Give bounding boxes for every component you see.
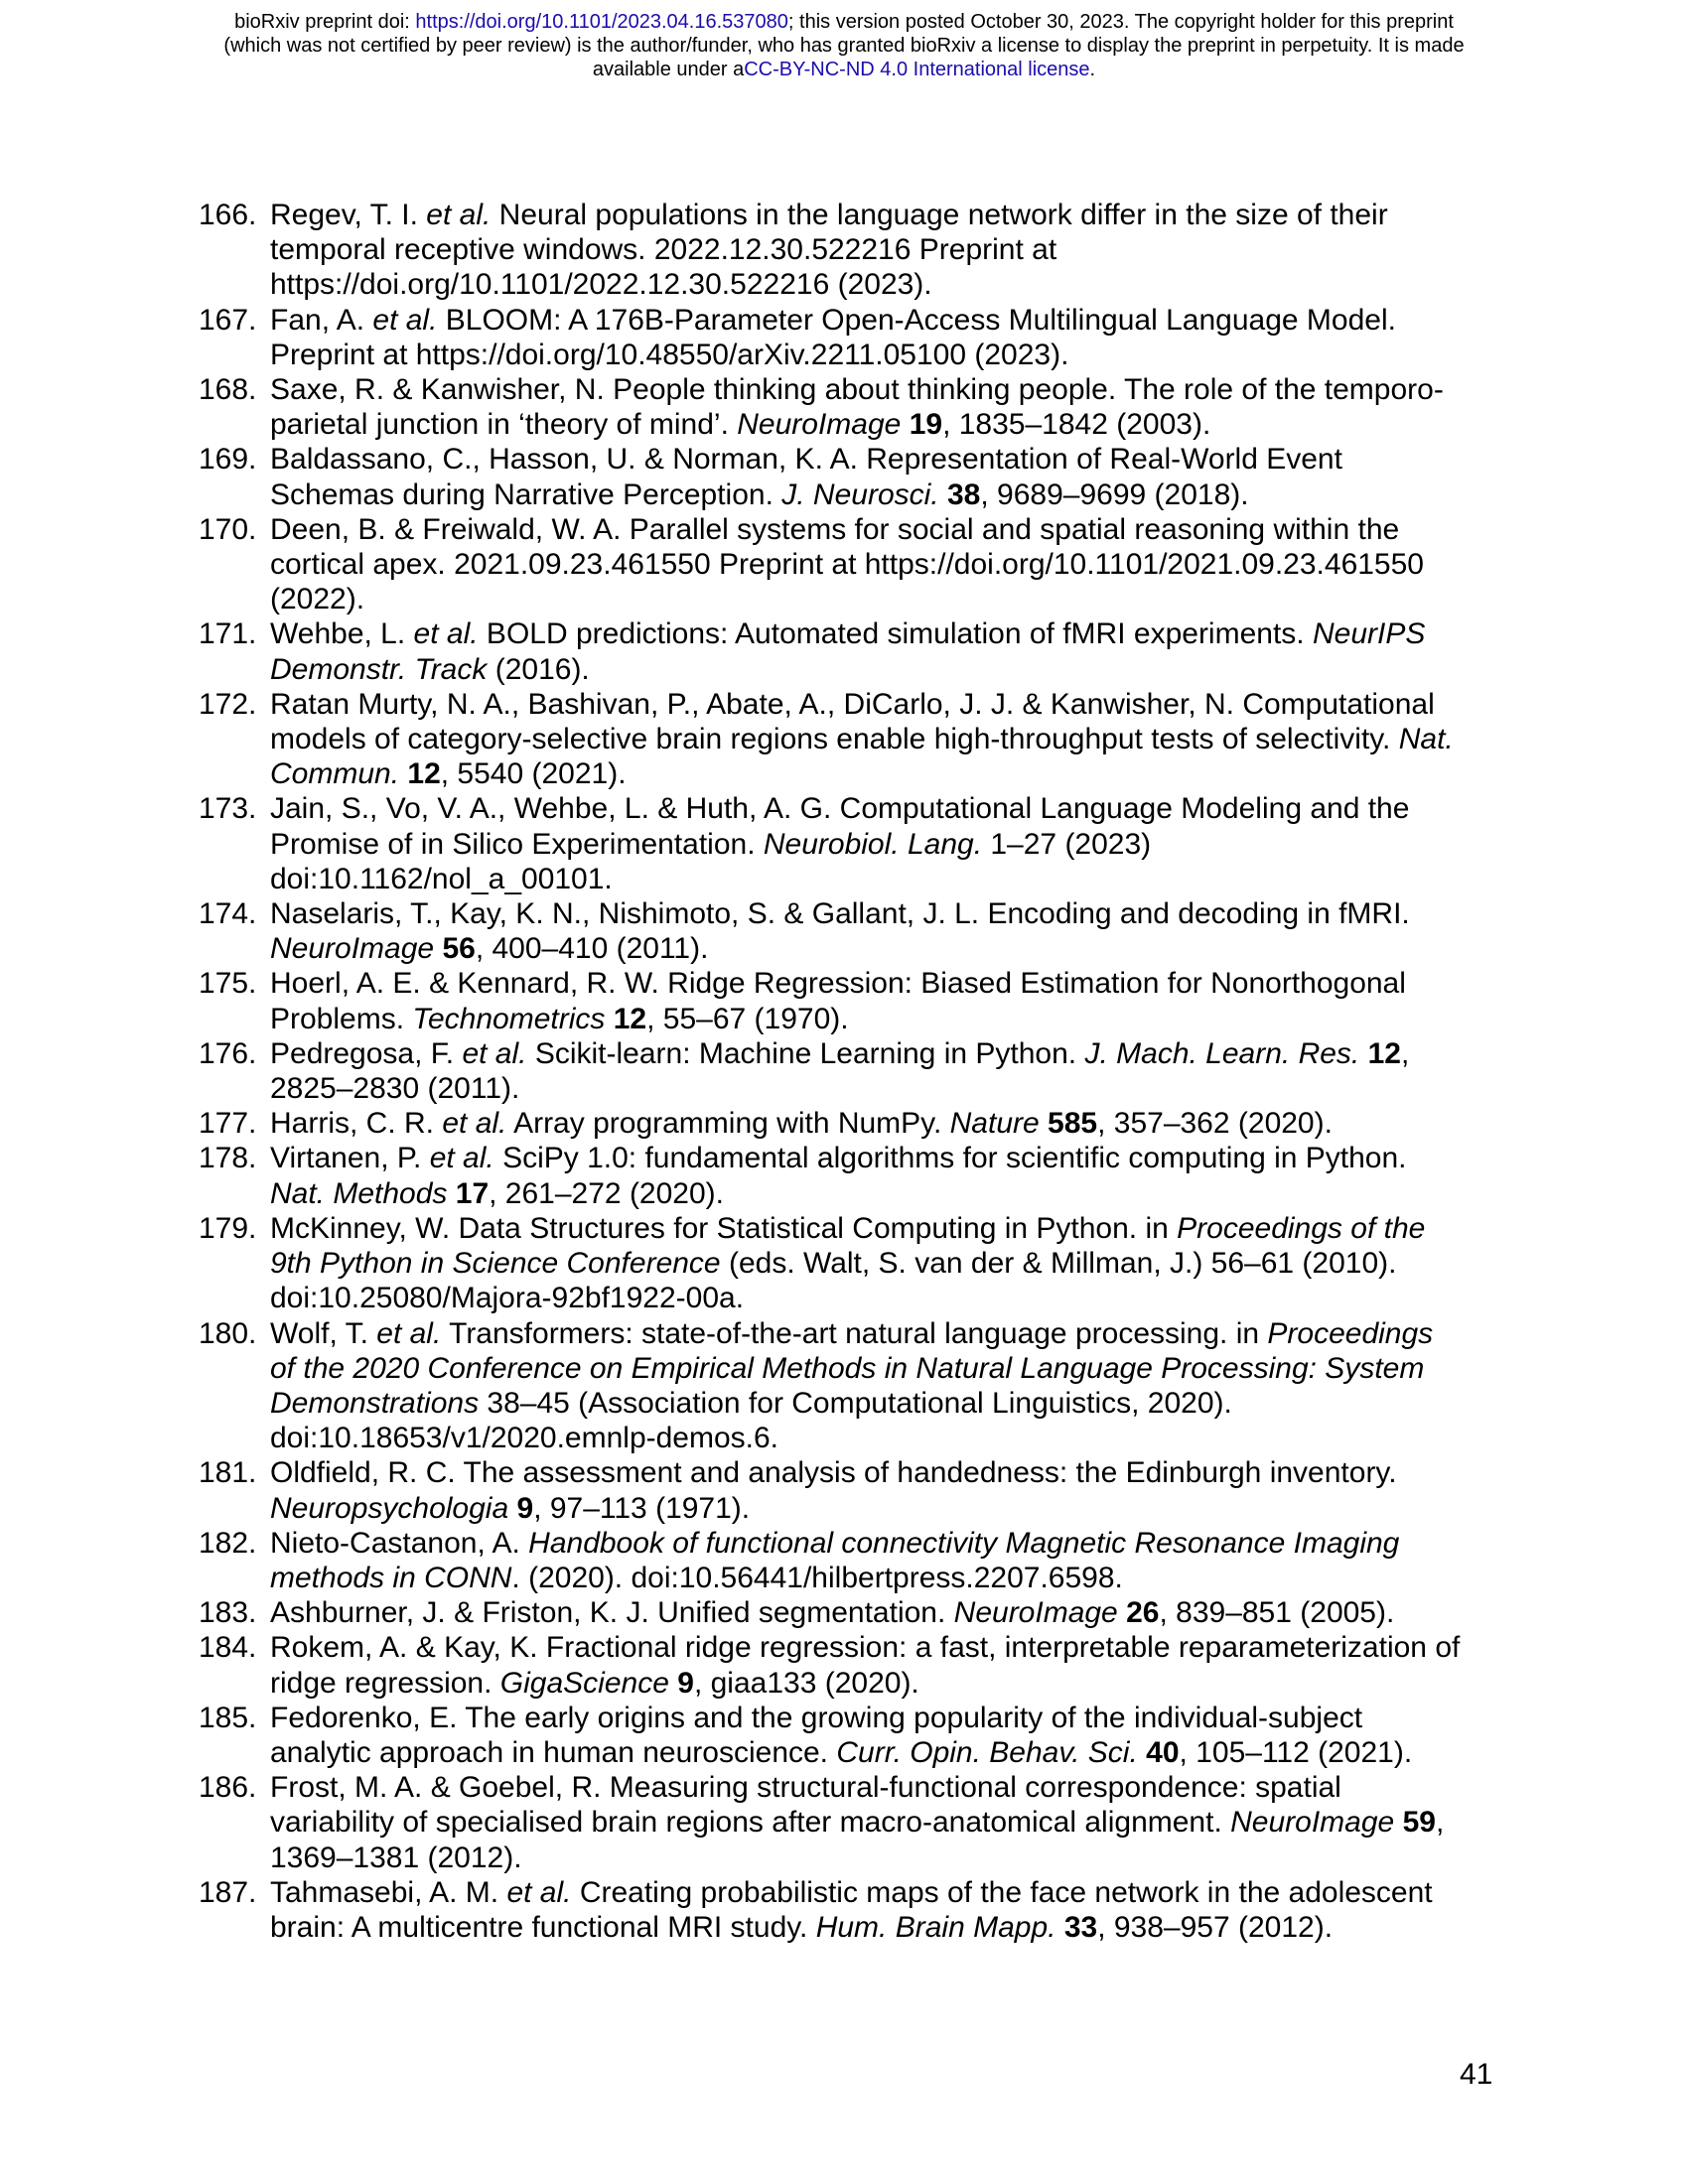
italic-text: NeuroImage <box>737 408 902 442</box>
reference-line <box>270 862 1509 896</box>
reference-segment: Deen, B. & Freiwald, W. A. Parallel systems for social and spatial reasoning within the <box>270 512 1400 546</box>
reference-line <box>270 1316 1509 1351</box>
reference-line <box>270 1141 1509 1175</box>
reference-segment: doi:10.1162/nol_a_00101. <box>270 862 613 895</box>
reference-segment: Naselaris, T., Kay, K. N., Nishimoto, S. & Gallant, J. L. Encoding and decoding in fMRI. <box>270 897 1410 931</box>
reference-segment: Rokem, A. & Kay, K. Fractional ridge regression: a fast, interpretable reparameterization of <box>270 1631 1461 1665</box>
reference-line <box>270 1910 1509 1945</box>
reference-line <box>270 1246 1509 1281</box>
preprint-header <box>0 10 1688 81</box>
italic-text: Neurobiol. Lang. <box>763 827 983 861</box>
reference-line <box>270 267 1509 302</box>
italic-text: Nat. Methods <box>270 1176 448 1210</box>
reference-line <box>270 1002 1509 1036</box>
reference-number: 172. <box>199 687 257 721</box>
reference-segment <box>939 478 947 511</box>
reference-segment: , <box>1400 1036 1410 1070</box>
italic-text: et al. <box>442 1107 507 1141</box>
reference-item <box>199 1455 1509 1525</box>
reference-segment: BLOOM: A 176B-Parameter Open-Access Multilingual Language Model. <box>437 303 1396 337</box>
reference-item <box>199 791 1509 896</box>
volume-number: 40 <box>1146 1735 1180 1769</box>
reference-segment <box>1394 1806 1402 1839</box>
reference-number: 186. <box>199 1771 257 1805</box>
reference-segment: 1369–1381 (2012). <box>270 1841 522 1874</box>
volume-number: 585 <box>1048 1107 1098 1141</box>
reference-segment: , 5540 (2021). <box>440 757 627 791</box>
reference-segment: Baldassano, C., Hasson, U. & Norman, K. A. Representation of Real-World Event <box>270 443 1342 477</box>
italic-text: NeurIPS <box>1312 617 1426 651</box>
reference-line <box>270 1491 1509 1526</box>
volume-number: 12 <box>613 1002 647 1035</box>
reference-line <box>270 1421 1509 1455</box>
reference-text <box>270 1770 1509 1875</box>
italic-text: Nature <box>949 1107 1040 1141</box>
reference-line <box>270 1630 1509 1665</box>
reference-segment: Creating probabilistic maps of the face network in the adolescent <box>571 1875 1433 1909</box>
reference-number: 171. <box>199 617 257 651</box>
italic-text: NeuroImage <box>1230 1806 1395 1840</box>
italic-text: et al. <box>462 1036 527 1070</box>
reference-number: 179. <box>199 1211 257 1245</box>
header-line-3: available under aCC-BY-NC-ND 4.0 International license. <box>592 59 1096 80</box>
reference-number: 167. <box>199 303 257 337</box>
reference-number: 185. <box>199 1701 257 1734</box>
reference-line <box>270 1176 1509 1211</box>
reference-segment: 2825–2830 (2011). <box>270 1072 520 1106</box>
header-line-1: bioRxiv preprint doi: https://doi.org/10.1101/2023.04.16.537080; this version posted October 30, 2023. The copyright holder for this preprint <box>234 11 1454 33</box>
reference-line <box>270 791 1509 826</box>
reference-segment: Saxe, R. & Kanwisher, N. People thinking about thinking people. The role of the temporo- <box>270 373 1444 407</box>
reference-text <box>270 442 1509 511</box>
reference-line <box>270 198 1509 232</box>
reference-item <box>199 1595 1509 1630</box>
reference-segment: Array programming with NumPy. <box>506 1107 950 1141</box>
italic-text: NeuroImage <box>270 932 435 966</box>
reference-segment: (2022). <box>270 583 365 616</box>
reference-segment <box>508 1492 516 1525</box>
reference-item <box>199 1701 1509 1770</box>
reference-segment: parietal junction in ‘theory of mind’. <box>270 408 738 442</box>
reference-segment: Pedregosa, F. <box>270 1036 463 1070</box>
reference-line <box>270 1526 1509 1561</box>
reference-item <box>199 1526 1509 1595</box>
reference-item <box>199 1036 1509 1106</box>
reference-segment <box>1118 1596 1126 1629</box>
reference-line <box>270 478 1509 512</box>
reference-segment: Ashburner, J. & Friston, K. J. Unified segmentation. <box>270 1596 954 1630</box>
reference-number: 176. <box>199 1036 257 1070</box>
reference-segment: Regev, T. I. <box>270 199 427 231</box>
doi-link[interactable]: https://doi.org/10.1101/2023.04.16.537080 <box>415 11 788 33</box>
reference-segment: Hoerl, A. E. & Kennard, R. W. Ridge Regression: Biased Estimation for Nonorthogonal <box>270 967 1406 1001</box>
reference-segment: Wolf, T. <box>270 1316 377 1350</box>
reference-segment: , 839–851 (2005). <box>1159 1596 1395 1630</box>
reference-segment: , 357–362 (2020). <box>1097 1107 1333 1141</box>
volume-number: 59 <box>1402 1806 1436 1840</box>
italic-text: methods in CONN <box>270 1561 512 1594</box>
italic-text: et al. <box>376 1316 442 1350</box>
reference-segment: variability of specialised brain regions after macro-anatomical alignment. <box>270 1806 1231 1840</box>
reference-item <box>199 687 1509 792</box>
reference-item <box>199 512 1509 617</box>
reference-line <box>270 1875 1509 1910</box>
reference-segment: ridge regression. <box>270 1666 500 1700</box>
volume-number: 33 <box>1063 1910 1098 1944</box>
reference-text <box>270 1106 1509 1141</box>
reference-segment <box>669 1667 677 1700</box>
reference-segment: , 105–112 (2021). <box>1179 1735 1413 1769</box>
reference-segment: Promise of in Silico Experimentation. <box>270 827 764 861</box>
reference-line <box>270 896 1509 931</box>
reference-text <box>270 687 1509 792</box>
reference-segment: doi:10.18653/v1/2020.emnlp-demos.6. <box>270 1422 779 1455</box>
italic-text: et al. <box>372 303 438 337</box>
reference-item <box>199 1141 1509 1210</box>
reference-segment: , 938–957 (2012). <box>1097 1910 1334 1944</box>
reference-text <box>270 966 1509 1035</box>
italic-text: Neuropsychologia <box>270 1491 509 1525</box>
reference-item <box>199 616 1509 686</box>
reference-number: 168. <box>199 373 257 407</box>
volume-number: 9 <box>516 1491 534 1525</box>
reference-line <box>270 512 1509 547</box>
reference-line <box>270 407 1509 442</box>
reference-line <box>270 1211 1509 1246</box>
reference-line <box>270 1770 1509 1805</box>
reference-text <box>270 1701 1509 1770</box>
reference-line <box>270 1701 1509 1735</box>
reference-line <box>270 1735 1509 1770</box>
italic-text: 9th Python in Science Conference <box>270 1247 721 1281</box>
italic-text: et al. <box>506 1875 572 1909</box>
italic-text: Demonstrations <box>270 1386 480 1420</box>
reference-item <box>199 1875 1509 1945</box>
reference-segment: Fedorenko, E. The early origins and the growing popularity of the individual-subject <box>270 1701 1363 1734</box>
reference-line <box>270 652 1509 687</box>
reference-item <box>199 198 1509 303</box>
reference-line <box>270 582 1509 616</box>
reference-segment: Transformers: state-of-the-art natural language processing. in <box>441 1316 1268 1350</box>
reference-segment: temporal receptive windows. 2022.12.30.522216 Preprint at <box>270 233 1057 267</box>
reference-number: 180. <box>199 1316 257 1350</box>
reference-line <box>270 1106 1509 1141</box>
reference-item <box>199 1211 1509 1316</box>
reference-segment: , giaa133 (2020). <box>693 1666 919 1700</box>
volume-number: 9 <box>677 1666 694 1700</box>
reference-text <box>270 1211 1509 1316</box>
reference-segment: Nieto-Castanon, A. <box>270 1526 529 1560</box>
reference-number: 183. <box>199 1596 257 1630</box>
reference-text <box>270 303 1509 372</box>
reference-segment: (2016). <box>487 652 590 686</box>
reference-segment: analytic approach in human neuroscience. <box>270 1735 837 1769</box>
reference-line <box>270 722 1509 756</box>
reference-segment: , 261–272 (2020). <box>489 1176 724 1210</box>
reference-text <box>270 372 1509 442</box>
reference-segment: Schemas during Narrative Perception. <box>270 478 782 511</box>
reference-text <box>270 1630 1509 1700</box>
reference-segment: Wehbe, L. <box>270 617 414 651</box>
italic-text: Demonstr. Track <box>270 652 488 686</box>
reference-segment: Tahmasebi, A. M. <box>270 1875 507 1909</box>
reference-line <box>270 1386 1509 1421</box>
reference-segment: , 1835–1842 (2003). <box>942 408 1211 442</box>
reference-segment: (eds. Walt, S. van der & Millman, J.) 56–61 (2010). <box>720 1247 1397 1281</box>
header-line-2: (which was not certified by peer review) is the author/funder, who has granted bioRxiv a license to display the preprint in perpetuity. It is made <box>223 35 1465 57</box>
reference-number: 174. <box>199 897 257 931</box>
volume-number: 12 <box>1367 1036 1401 1070</box>
italic-text: Curr. Opin. Behav. Sci. <box>836 1735 1138 1769</box>
italic-text: J. Neurosci. <box>781 478 939 511</box>
reference-segment <box>1040 1107 1048 1140</box>
reference-segment <box>605 1003 613 1035</box>
reference-segment <box>1055 1911 1063 1944</box>
reference-number: 169. <box>199 443 257 477</box>
reference-segment: doi:10.25080/Majora-92bf1922-00a. <box>270 1282 745 1315</box>
reference-number: 175. <box>199 967 257 1001</box>
reference-segment: , 9689–9699 (2018). <box>980 478 1249 511</box>
license-link[interactable]: CC-BY-NC-ND 4.0 International license <box>744 59 1090 80</box>
reference-line <box>270 756 1509 791</box>
reference-number: 187. <box>199 1875 257 1909</box>
reference-segment <box>1138 1736 1146 1769</box>
volume-number: 26 <box>1126 1596 1160 1630</box>
reference-segment: Oldfield, R. C. The assessment and analysis of handedness: the Edinburgh inventory. <box>270 1456 1397 1490</box>
reference-line <box>270 966 1509 1001</box>
reference-segment: , 97–113 (1971). <box>533 1491 751 1525</box>
reference-line <box>270 1036 1509 1071</box>
reference-segment: Frost, M. A. & Goebel, R. Measuring structural-functional correspondence: spatial <box>270 1771 1341 1805</box>
reference-segment: Fan, A. <box>270 303 373 337</box>
italic-text: et al. <box>413 617 479 651</box>
reference-segment: Ratan Murty, N. A., Bashivan, P., Abate, A., DiCarlo, J. J. & Kanwisher, N. Computational <box>270 687 1435 721</box>
reference-segment <box>901 408 909 441</box>
reference-number: 173. <box>199 792 257 826</box>
reference-number: 181. <box>199 1456 257 1490</box>
italic-text: Proceedings of the <box>1177 1211 1426 1245</box>
reference-line <box>270 1595 1509 1630</box>
reference-segment: brain: A multicentre functional MRI study. <box>270 1910 816 1944</box>
reference-segment: 1–27 (2023) <box>982 827 1152 861</box>
reference-number: 178. <box>199 1142 257 1175</box>
reference-item <box>199 442 1509 511</box>
reference-item <box>199 966 1509 1035</box>
reference-text <box>270 616 1509 686</box>
reference-number: 166. <box>199 199 257 231</box>
reference-item <box>199 1630 1509 1700</box>
reference-segment: Jain, S., Vo, V. A., Wehbe, L. & Huth, A. G. Computational Language Modeling and the <box>270 792 1410 826</box>
italic-text: Technometrics <box>412 1002 606 1035</box>
italic-text: Nat. <box>1398 723 1454 756</box>
volume-number: 19 <box>909 408 943 442</box>
reference-item <box>199 1316 1509 1456</box>
reference-segment: , <box>1435 1806 1445 1840</box>
volume-number: 12 <box>407 757 441 791</box>
reference-segment: 38–45 (Association for Computational Linguistics, 2020). <box>479 1386 1232 1420</box>
reference-number: 177. <box>199 1107 257 1141</box>
reference-line <box>270 1351 1509 1386</box>
reference-line <box>270 931 1509 966</box>
reference-line <box>270 687 1509 722</box>
reference-line <box>270 1805 1509 1840</box>
reference-list <box>199 198 1509 1945</box>
reference-item <box>199 1106 1509 1141</box>
italic-text: GigaScience <box>499 1666 669 1700</box>
reference-segment <box>1359 1037 1367 1070</box>
reference-line <box>270 547 1509 582</box>
reference-segment: BOLD predictions: Automated simulation of fMRI experiments. <box>478 617 1313 651</box>
reference-line <box>270 232 1509 267</box>
volume-number: 56 <box>442 932 476 966</box>
reference-line <box>270 338 1509 372</box>
reference-segment: SciPy 1.0: fundamental algorithms for scientific computing in Python. <box>493 1142 1407 1175</box>
reference-text <box>270 791 1509 896</box>
reference-segment: Neural populations in the language network differ in the size of their <box>491 199 1388 231</box>
reference-line <box>270 1281 1509 1315</box>
reference-item <box>199 303 1509 372</box>
reference-text <box>270 1036 1509 1106</box>
reference-line <box>270 616 1509 651</box>
italic-text: et al. <box>426 199 492 231</box>
reference-segment: . (2020). doi:10.56441/hilbertpress.2207.6598. <box>511 1561 1123 1594</box>
volume-number: 38 <box>946 478 981 511</box>
reference-line <box>270 1561 1509 1595</box>
italic-text: Handbook of functional connectivity Magnetic Resonance Imaging <box>528 1526 1400 1560</box>
reference-line <box>270 1455 1509 1490</box>
italic-text: Proceedings <box>1267 1316 1434 1350</box>
reference-number: 182. <box>199 1526 257 1560</box>
reference-segment: Virtanen, P. <box>270 1142 430 1175</box>
reference-segment: Preprint at https://doi.org/10.48550/arXiv.2211.05100 (2023). <box>270 338 1069 371</box>
reference-text <box>270 896 1509 966</box>
reference-text <box>270 1316 1509 1456</box>
italic-text: J. Mach. Learn. Res. <box>1084 1036 1360 1070</box>
reference-segment: , 55–67 (1970). <box>646 1002 849 1035</box>
reference-segment: , 400–410 (2011). <box>475 932 709 966</box>
italic-text: Commun. <box>270 757 400 791</box>
reference-line <box>270 1071 1509 1106</box>
reference-text <box>270 1141 1509 1210</box>
italic-text: et al. <box>429 1142 494 1175</box>
reference-item <box>199 1770 1509 1875</box>
reference-number: 170. <box>199 512 257 546</box>
reference-item <box>199 372 1509 442</box>
reference-text <box>270 1526 1509 1595</box>
reference-item <box>199 896 1509 966</box>
reference-segment: models of category-selective brain regions enable high-throughput tests of selectivity. <box>270 723 1399 756</box>
italic-text: NeuroImage <box>953 1596 1118 1630</box>
reference-segment: cortical apex. 2021.09.23.461550 Preprint at https://doi.org/10.1101/2021.09.23.461550 <box>270 548 1424 582</box>
reference-segment: Scikit-learn: Machine Learning in Python. <box>526 1036 1085 1070</box>
italic-text: Hum. Brain Mapp. <box>815 1910 1056 1944</box>
reference-line <box>270 1841 1509 1875</box>
reference-line <box>270 442 1509 477</box>
reference-text <box>270 512 1509 617</box>
reference-line <box>270 372 1509 407</box>
reference-segment: Harris, C. R. <box>270 1107 443 1141</box>
reference-segment: https://doi.org/10.1101/2022.12.30.522216 (2023). <box>270 268 932 302</box>
reference-text <box>270 1595 1509 1630</box>
reference-segment: McKinney, W. Data Structures for Statistical Computing in Python. in <box>270 1211 1178 1245</box>
reference-line <box>270 1666 1509 1701</box>
volume-number: 17 <box>455 1176 490 1210</box>
page-number: 41 <box>1460 2058 1493 2091</box>
italic-text: of the 2020 Conference on Empirical Methods in Natural Language Processing: System <box>270 1351 1425 1385</box>
reference-number: 184. <box>199 1631 257 1665</box>
reference-text <box>270 1875 1509 1945</box>
reference-segment <box>447 1177 455 1210</box>
reference-line <box>270 303 1509 338</box>
reference-line <box>270 827 1509 862</box>
reference-text <box>270 198 1509 303</box>
reference-text <box>270 1455 1509 1525</box>
reference-segment: Problems. <box>270 1002 413 1035</box>
